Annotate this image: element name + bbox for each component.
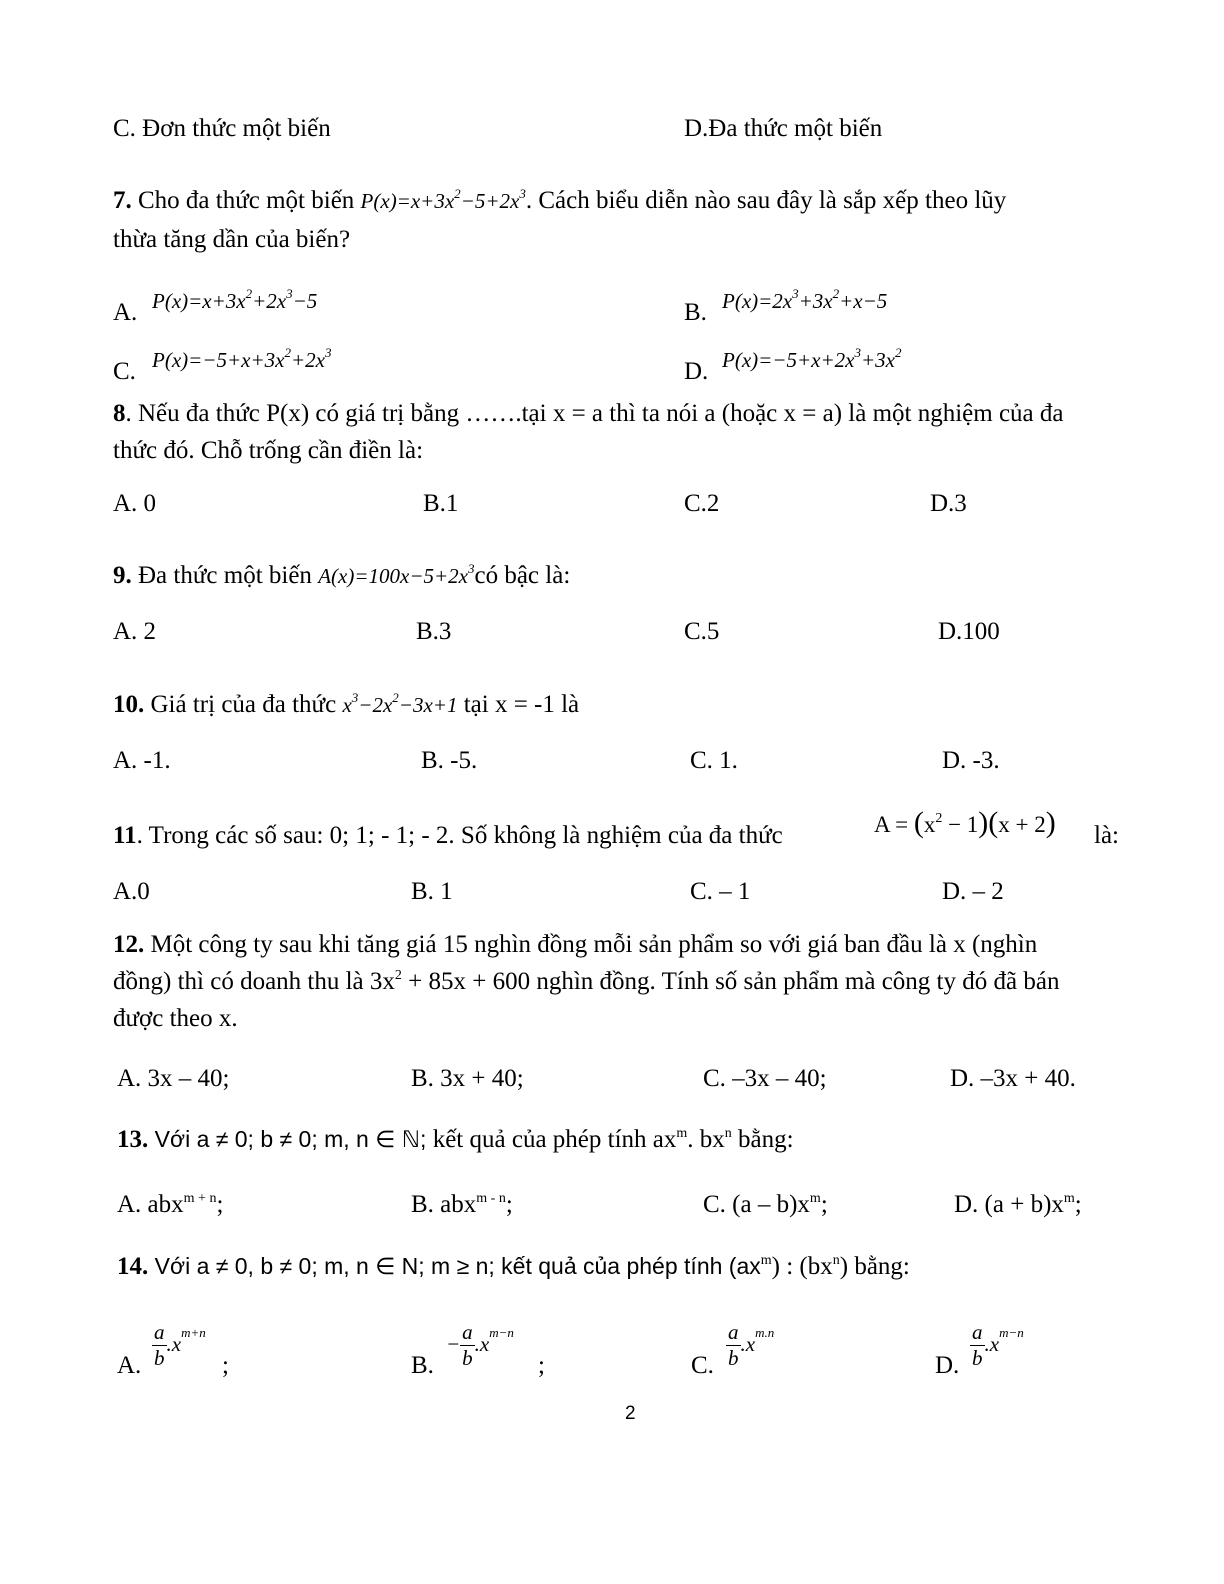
option-d: D.100 xyxy=(938,618,1000,645)
question-number: 12. xyxy=(113,931,145,958)
option-a: A. 2 xyxy=(113,618,157,645)
option-a: A. xyxy=(113,299,138,326)
formula: $A = (x^2 - 1)(x + 2)$ xyxy=(874,806,1056,839)
question-13: 13. Với a ≠ 0; b ≠ 0; m, n ∈ ℕ; kết quả của phép tính $ax^m$. $bx^n$ bằng: xyxy=(117,1126,794,1153)
page-number: 2 xyxy=(625,1403,636,1424)
option-d: D. xyxy=(684,358,709,385)
option-d: D. – 2 xyxy=(942,878,1004,905)
question-text: Giá trị của đa thức xyxy=(144,691,343,718)
formula: $x^3-2x^2-3x+1$ xyxy=(342,690,458,717)
question-text: Cho đa thức một biến xyxy=(131,187,361,214)
option-a: A. abx$^{m + n}$; xyxy=(117,1191,224,1218)
option-c: C. 1. xyxy=(690,747,738,774)
option-d: D. xyxy=(935,1352,960,1379)
option-c: C.2 xyxy=(684,490,720,517)
question-text: Với a ≠ 0, b ≠ 0; m, n ∈ N; m ≥ n; kết quả của phép tính (ax xyxy=(148,1253,761,1279)
option-c: C. xyxy=(691,1352,714,1379)
question-number: 8 xyxy=(113,400,126,427)
option-c: C.5 xyxy=(684,618,720,645)
question-text: có bậc là: xyxy=(474,562,571,589)
option-d: D. -3. xyxy=(942,747,1000,774)
formula: $\frac{a}{b}$ $.x^{m+n}$ xyxy=(154,1320,206,1370)
option-b: B. -5. xyxy=(421,747,478,774)
question-text: là: xyxy=(1094,822,1119,849)
option-b: B.3 xyxy=(416,618,452,645)
formula: $\frac{a}{b}$ $.x^{m-n}$ xyxy=(972,1320,1024,1370)
question-8 xyxy=(113,400,1064,429)
question-12-line2: đồng) thì có doanh thu là $3x^2 + 85x + 600$ nghìn đồng. Tính số sản phẩm mà công ty đó đã bán xyxy=(113,968,1060,995)
option-d: D.3 xyxy=(930,490,967,517)
question-number: 13. xyxy=(117,1126,149,1153)
question-text: Một công ty sau khi tăng giá 15 nghìn đồng mỗi sản phẩm so với giá ban đầu là x (nghìn xyxy=(144,931,1038,958)
option-b: B. 1 xyxy=(411,878,453,905)
option-d: D. –3x + 40. xyxy=(950,1065,1076,1092)
question-text: . Cách biểu diễn nào sau đây là sắp xếp theo lũy xyxy=(525,187,1007,214)
question-number: 14. xyxy=(117,1253,149,1280)
formula: $\frac{a}{b}$ $.x^{m.n}$ xyxy=(728,1320,775,1370)
option-a: A.0 xyxy=(113,878,150,905)
option-c: C. $(a - b)x^m$; xyxy=(703,1191,828,1218)
question-7 xyxy=(113,187,1006,216)
question-8-line2: thức đó. Chỗ trống cần điền là: xyxy=(113,437,424,464)
formula: $P(x)=2x^3+3x^2+x-5$ xyxy=(722,286,888,313)
option-b: B.1 xyxy=(423,490,459,517)
option-a: A. xyxy=(117,1352,142,1379)
question-7-line2: thừa tăng dần của biến? xyxy=(113,226,351,253)
question-number: 10. xyxy=(113,691,145,718)
question-10 xyxy=(113,691,579,720)
question-12-line3: được theo x. xyxy=(113,1005,238,1032)
question-number: 7. xyxy=(113,187,132,214)
option-b: B. 3x + 40; xyxy=(411,1065,524,1092)
option-b: B. xyxy=(411,1352,434,1379)
option-b: B. abx$^{m - n}$; xyxy=(411,1191,513,1218)
formula: $P(x)=-5+x+2x^3+3x^2$ xyxy=(722,345,902,372)
option-b: B. xyxy=(684,299,707,326)
formula: − $\frac{a}{b}$ $.x^{m-n}$ xyxy=(446,1320,514,1370)
question-12 xyxy=(113,931,1037,960)
question-text: kết quả của phép tính ax xyxy=(426,1126,677,1153)
question-text: Với a ≠ 0; b ≠ 0; m, n ∈ ℕ; xyxy=(148,1126,427,1152)
formula: $P(x)=-5+x+3x^2+2x^3$ xyxy=(152,345,332,372)
question-11 xyxy=(113,822,783,851)
option-a: A. -1. xyxy=(113,747,171,774)
formula: $P(x)=x+3x^2-5+2x^3$ xyxy=(360,186,526,213)
question-number: 9. xyxy=(113,562,132,589)
option-d: D. $(a + b)x^m$; xyxy=(954,1191,1082,1218)
option-d-prev: D.Đa thức một biến xyxy=(684,115,883,142)
question-9 xyxy=(113,562,570,591)
option-a: A. 3x – 40; xyxy=(117,1065,230,1092)
question-text: . Trong các số sau: 0; 1; - 1; - 2. Số không là nghiệm của đa thức xyxy=(136,822,783,849)
option-c: C. – 1 xyxy=(690,878,751,905)
option-c-prev: C. Đơn thức một biến xyxy=(113,115,331,142)
question-text: . Nếu đa thức P(x) có giá trị bằng …….tại x = a thì ta nói a (hoặc x = a) là một nghiệm của đa xyxy=(125,400,1064,427)
option-c: C. –3x – 40; xyxy=(703,1065,827,1092)
option-a: A. 0 xyxy=(113,490,157,517)
question-text: Đa thức một biến xyxy=(131,562,319,589)
question-number: 11 xyxy=(113,822,137,849)
formula: $A(x)=100x-5+2x^3$ xyxy=(318,561,475,588)
question-14: 14. Với a ≠ 0, b ≠ 0; m, n ∈ N; m ≥ n; kết quả của phép tính $(ax^m)$ : $(bx^n)$ bằng: xyxy=(117,1253,910,1280)
formula: $P(x)=x+3x^2+2x^3-5$ xyxy=(152,286,318,313)
question-text: tại x = -1 là xyxy=(457,691,580,718)
option-c: C. xyxy=(113,358,136,385)
